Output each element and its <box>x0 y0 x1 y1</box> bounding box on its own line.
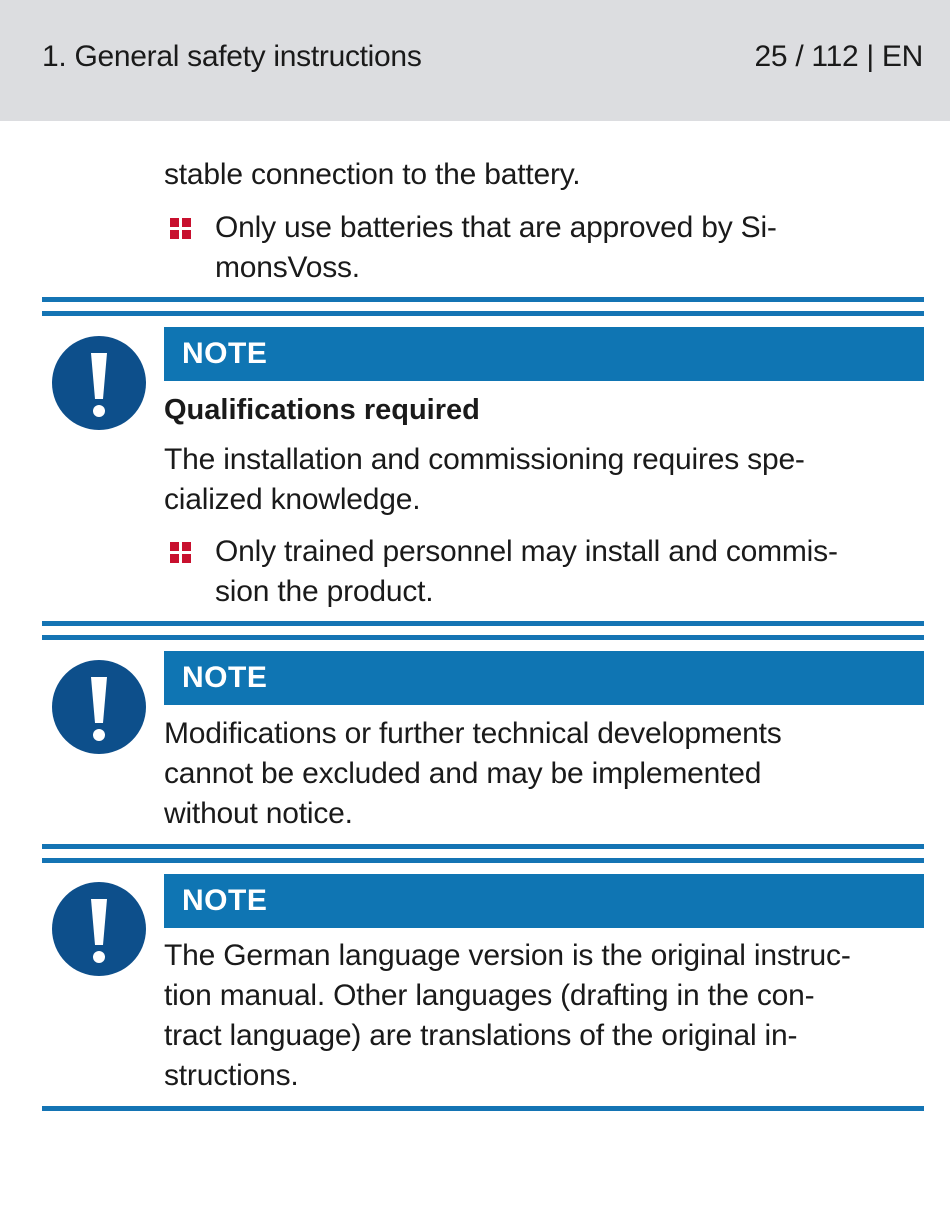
bullet-text: Only use batteries that are approved by Si- monsVoss. <box>215 211 777 284</box>
note-header-bar <box>164 327 924 381</box>
divider <box>42 311 924 316</box>
divider <box>42 858 924 863</box>
note-heading: Qualifications required <box>164 394 480 426</box>
note-body: Modifications or further technical developments cannot be excluded and may be implemented without notice. <box>164 717 782 830</box>
note-label: NOTE <box>182 661 268 694</box>
divider <box>42 635 924 640</box>
section-title: 1. General safety instructions <box>42 40 422 73</box>
continuation-text: stable connection to the battery. <box>164 158 581 191</box>
red-square-bullet-icon <box>170 542 192 564</box>
divider <box>42 844 924 849</box>
exclamation-circle-icon <box>51 659 147 755</box>
bullet-text: Only trained personnel may install and commis- sion the product. <box>215 535 838 608</box>
note-header-bar <box>164 651 924 705</box>
note-label: NOTE <box>182 884 268 917</box>
exclamation-circle-icon <box>51 881 147 977</box>
red-square-bullet-icon <box>170 218 192 240</box>
note-body: The German language version is the original instruc- tion manual. Other languages (drafting in the con- tract language) are translations of the original in- structions. <box>164 939 851 1092</box>
page-header <box>0 0 950 121</box>
note-label: NOTE <box>182 337 268 370</box>
note-body: The installation and commissioning requires spe- cialized knowledge. <box>164 443 805 516</box>
page-info: 25 / 112 | EN <box>754 40 923 73</box>
divider <box>42 297 924 302</box>
divider <box>42 1106 924 1111</box>
note-header-bar <box>164 874 924 928</box>
exclamation-circle-icon <box>51 335 147 431</box>
divider <box>42 621 924 626</box>
